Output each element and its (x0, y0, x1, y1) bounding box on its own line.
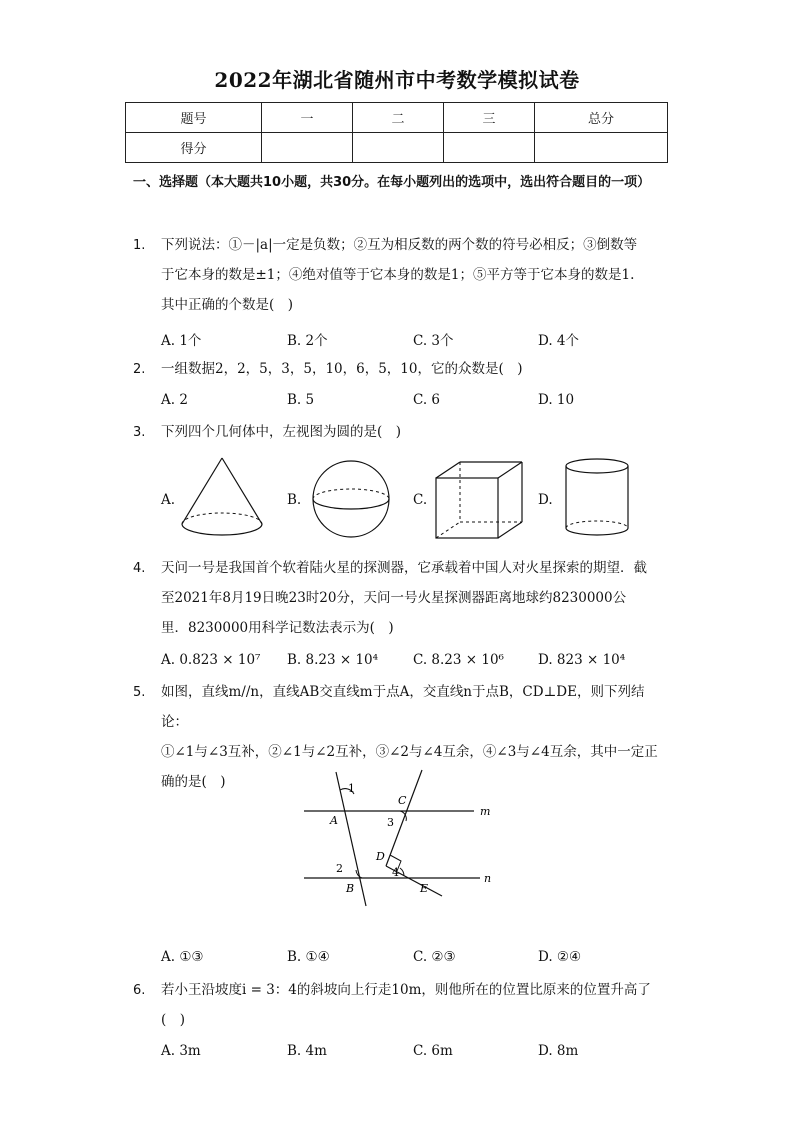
sphere-figure[interactable] (308, 456, 394, 542)
option-c[interactable]: C. 6m (413, 1043, 453, 1059)
option-a[interactable]: A. 3m (161, 1043, 201, 1059)
question-line: 其中正确的个数是( ) (161, 297, 294, 313)
label-d: D (376, 850, 385, 863)
option-a[interactable]: A. 2 (161, 392, 188, 408)
option-a[interactable]: A. (161, 492, 176, 508)
header-cell: 三 (444, 103, 535, 133)
option-d[interactable]: D. 823 × 10⁴ (538, 652, 626, 668)
option-b[interactable]: B. (287, 492, 302, 508)
option-b[interactable]: B. 4m (287, 1043, 327, 1059)
option-c[interactable]: C. 8.23 × 10⁶ (413, 652, 504, 668)
question-line: ( ) (161, 1012, 186, 1028)
score-table-header-row (126, 103, 668, 133)
label-3: 3 (387, 816, 394, 829)
option-c[interactable]: C. (413, 492, 428, 508)
question-line: ①∠1与∠3互补，②∠1与∠2互补，③∠2与∠4互余，④∠3与∠4互余，其中一定正 (161, 744, 658, 760)
question-line: 下列说法：①－|a|一定是负数；②互为相反数的两个数的符号必相反；③倒数等 (161, 237, 638, 253)
score-cell[interactable] (262, 133, 353, 163)
question-1-text (161, 230, 669, 320)
question-line: 里．8230000用科学记数法表示为( ) (161, 620, 394, 636)
option-d[interactable]: D. (538, 492, 553, 508)
option-b[interactable]: B. ①④ (287, 949, 330, 965)
question-number: 2. (133, 362, 146, 377)
label-c: C (398, 794, 407, 807)
option-c[interactable]: C. 3个 (413, 333, 454, 349)
cylinder-figure[interactable] (560, 456, 634, 542)
option-d[interactable]: D. 10 (538, 392, 575, 408)
cube-figure[interactable] (432, 458, 528, 542)
question-line: 一组数据2，2，5，3，5，10，6，5，10，它的众数是( ) (161, 361, 523, 377)
question-line: 下列四个几何体中，左视图为圆的是( ) (161, 424, 402, 440)
question-2-text (161, 354, 669, 384)
question-line: 确的是( ) (161, 774, 226, 790)
question-number: 1. (133, 238, 146, 253)
header-cell: 题号 (126, 103, 262, 133)
option-d[interactable]: D. 4个 (538, 333, 580, 349)
option-a[interactable]: A. 1个 (161, 333, 202, 349)
question-number: 3. (133, 425, 146, 440)
label-e: E (420, 882, 429, 895)
header-cell: 二 (353, 103, 444, 133)
label-1: 1 (348, 782, 355, 795)
question-line: 于它本身的数是±1；④绝对值等于它本身的数是1；⑤平方等于它本身的数是1. (161, 267, 635, 283)
label-4: 4 (392, 866, 399, 879)
question-4-text (161, 553, 669, 643)
option-b[interactable]: B. 5 (287, 392, 315, 408)
question-3-text (161, 417, 669, 447)
row-label-cell: 得分 (126, 133, 262, 163)
option-d[interactable]: D. ②④ (538, 949, 582, 965)
question-line: 至2021年8月19日晚23时20分，天问一号火星探测器距离地球约8230000公 (161, 590, 627, 606)
option-b[interactable]: B. 8.23 × 10⁴ (287, 652, 379, 668)
parallel-lines-figure[interactable] (300, 768, 500, 908)
cone-figure[interactable] (178, 454, 266, 542)
score-cell[interactable] (535, 133, 668, 163)
score-cell[interactable] (444, 133, 535, 163)
question-number: 4. (133, 561, 146, 576)
label-n: n (484, 872, 492, 885)
section-heading: 一、选择题（本大题共10小题，共30分。在每小题列出的选项中，选出符合题目的一项） (133, 175, 651, 190)
header-cell: 总分 (535, 103, 668, 133)
option-b[interactable]: B. 2个 (287, 333, 328, 349)
header-cell: 一 (262, 103, 353, 133)
option-a[interactable]: A. ①③ (161, 949, 204, 965)
option-c[interactable]: C. 6 (413, 392, 441, 408)
question-number: 5. (133, 685, 146, 700)
question-6-text (161, 975, 669, 1035)
label-a: A (330, 814, 338, 827)
score-cell[interactable] (353, 133, 444, 163)
label-m: m (480, 805, 491, 818)
score-table (125, 102, 668, 163)
option-c[interactable]: C. ②③ (413, 949, 456, 965)
question-line: 若小王沿坡度i = 3：4的斜坡向上行走10m，则他所在的位置比原来的位置升高了 (161, 982, 651, 998)
question-number: 6. (133, 983, 146, 998)
question-line: 天问一号是我国首个软着陆火星的探测器，它承载着中国人对火星探索的期望．截 (161, 560, 647, 576)
page-title: 2022年湖北省随州市中考数学模拟试卷 (214, 68, 580, 92)
option-d[interactable]: D. 8m (538, 1043, 579, 1059)
score-table-score-row (126, 133, 668, 163)
label-b: B (346, 882, 355, 895)
question-line: 如图，直线m//n，直线AB交直线m于点A，交直线n于点B，CD⊥DE，则下列结论： (161, 684, 645, 730)
option-a[interactable]: A. 0.823 × 10⁷ (161, 652, 261, 668)
label-2: 2 (336, 862, 343, 875)
